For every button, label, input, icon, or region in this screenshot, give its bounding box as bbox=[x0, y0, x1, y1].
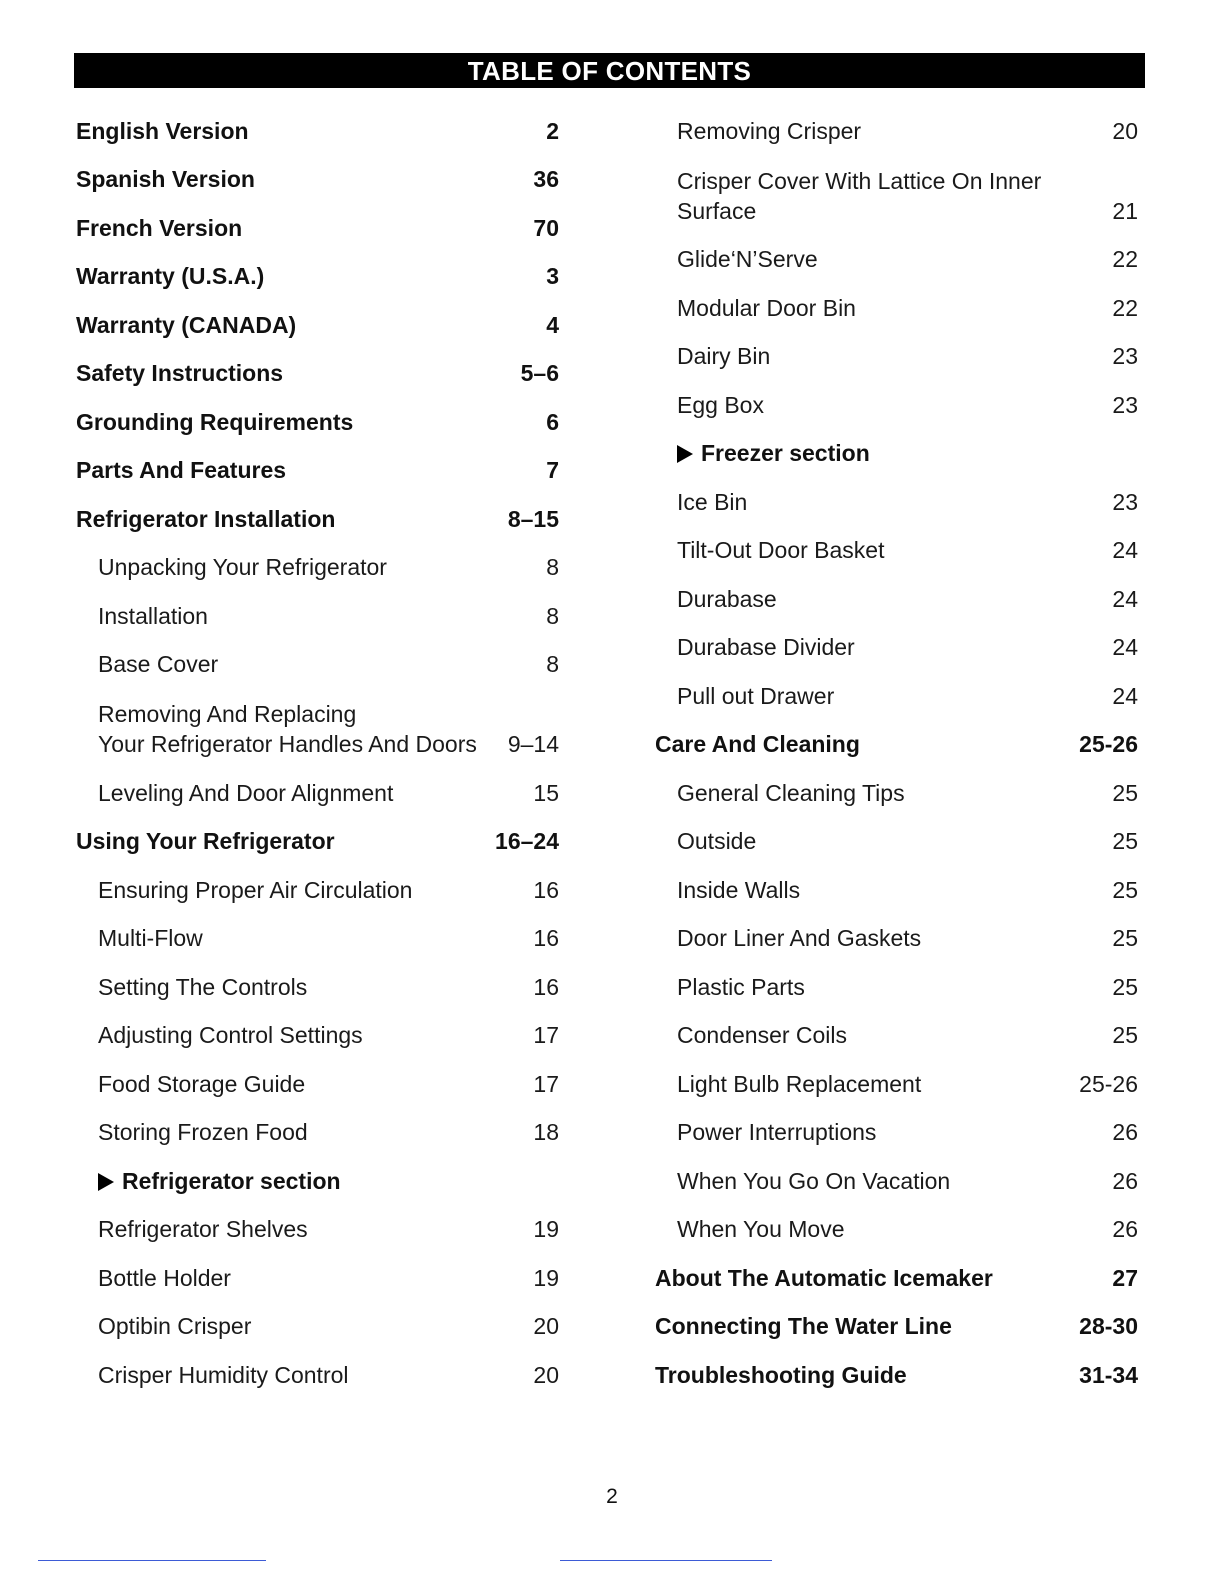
toc-entry[interactable] bbox=[76, 1244, 559, 1293]
toc-entry-text: Leveling And Door Alignment bbox=[98, 779, 394, 806]
toc-entry[interactable] bbox=[655, 565, 1138, 614]
toc-entry-page: 23 bbox=[1112, 343, 1138, 369]
toc-entry-text: Refrigerator Shelves bbox=[98, 1216, 308, 1242]
toc-entry[interactable] bbox=[76, 759, 559, 808]
toc-entry-text: Safety Instructions bbox=[76, 360, 284, 386]
toc-entry-page: 25 bbox=[1112, 876, 1138, 903]
toc-entry-page: 20 bbox=[533, 1361, 559, 1388]
toc-entry-title bbox=[655, 535, 1112, 565]
toc-entry-text: Troubleshooting Guide bbox=[655, 1361, 907, 1388]
toc-entry-text: Outside bbox=[677, 828, 757, 854]
toc-entry-page: 5–6 bbox=[520, 360, 559, 386]
toc-entry-title bbox=[655, 244, 1112, 274]
toc-entry[interactable] bbox=[655, 274, 1138, 323]
toc-entry-page: 16 bbox=[533, 925, 559, 951]
toc-entry-title bbox=[76, 649, 546, 679]
toc-entry-title bbox=[76, 261, 546, 291]
toc-entry-page: 25 bbox=[1112, 973, 1138, 1000]
toc-entry-title bbox=[655, 875, 1112, 905]
toc-entry-title bbox=[655, 584, 1112, 614]
toc-entry-page: 17 bbox=[533, 1070, 559, 1097]
toc-entry-text-line2: Your Refrigerator Handles And Doors bbox=[98, 731, 477, 757]
toc-entry[interactable] bbox=[655, 1002, 1138, 1051]
toc-entry-title bbox=[76, 455, 546, 485]
toc-entry-page: 24 bbox=[1112, 682, 1138, 709]
toc-entry-page: 26 bbox=[1112, 1216, 1138, 1242]
toc-entry-text: Ice Bin bbox=[677, 488, 748, 515]
toc-left-column bbox=[76, 97, 559, 1390]
toc-entry[interactable] bbox=[76, 1293, 559, 1342]
toc-entry-title bbox=[655, 116, 1112, 146]
toc-entry[interactable] bbox=[76, 905, 559, 954]
toc-entry-text: About The Automatic Icemaker bbox=[655, 1264, 993, 1291]
toc-entry-text: Spanish Version bbox=[76, 166, 255, 192]
toc-entry-text: Setting The Controls bbox=[98, 973, 308, 1000]
toc-entry-page: 24 bbox=[1112, 634, 1138, 660]
toc-entry[interactable] bbox=[655, 468, 1138, 517]
toc-entry-text: Crisper Humidity Control bbox=[98, 1361, 349, 1388]
toc-entry-page: 8–15 bbox=[507, 505, 559, 532]
toc-entry-page: 25 bbox=[1112, 1022, 1138, 1048]
toc-entry[interactable] bbox=[655, 662, 1138, 711]
toc-entry-page: 25 bbox=[1112, 925, 1138, 951]
toc-entry-title bbox=[655, 681, 1112, 711]
toc-entry-text: Egg Box bbox=[677, 391, 764, 418]
toc-entry-page: 7 bbox=[546, 457, 559, 483]
toc-entry-text: Freezer section bbox=[701, 440, 870, 466]
toc-entry-page: 9–14 bbox=[507, 731, 559, 757]
toc-entry[interactable] bbox=[76, 146, 559, 195]
triangle-bullet-icon bbox=[98, 1173, 114, 1191]
toc-entry-title bbox=[76, 552, 546, 582]
toc-entry-title bbox=[76, 358, 521, 388]
toc-entry-title bbox=[76, 826, 495, 856]
toc-entry-title bbox=[76, 923, 533, 953]
toc-entry-text: Tilt-Out Door Basket bbox=[677, 537, 885, 563]
toc-entry-title bbox=[655, 1117, 1112, 1147]
toc-entry-text-line2: Surface bbox=[677, 197, 757, 224]
toc-entry-title bbox=[655, 778, 1112, 808]
toc-entry-text: Care And Cleaning bbox=[655, 731, 860, 757]
toc-entry[interactable] bbox=[655, 759, 1138, 808]
toc-entry-title bbox=[76, 164, 533, 194]
toc-entry-page: 25 bbox=[1112, 779, 1138, 806]
toc-entry[interactable] bbox=[76, 856, 559, 905]
toc-entry-title bbox=[655, 341, 1112, 371]
toc-entry[interactable] bbox=[76, 340, 559, 389]
toc-entry-page: 24 bbox=[1112, 585, 1138, 612]
triangle-bullet-icon bbox=[677, 445, 693, 463]
toc-entry-text: Removing Crisper bbox=[677, 117, 862, 144]
toc-entry-title bbox=[76, 778, 533, 808]
toc-entry[interactable] bbox=[655, 1341, 1138, 1390]
toc-entry-text: Durabase Divider bbox=[677, 634, 855, 660]
toc-entry-page: 19 bbox=[533, 1216, 559, 1242]
toc-entry-title bbox=[655, 1360, 1079, 1390]
toc-entry-text: Power Interruptions bbox=[677, 1119, 877, 1145]
toc-entry-page: 28-30 bbox=[1079, 1313, 1138, 1339]
toc-entry[interactable] bbox=[76, 1002, 559, 1051]
toc-entry-page: 20 bbox=[1112, 117, 1138, 144]
toc-entry[interactable] bbox=[655, 226, 1138, 275]
toc-entry-text: Door Liner And Gaskets bbox=[677, 925, 922, 951]
toc-entry-page: 23 bbox=[1112, 488, 1138, 515]
toc-entry[interactable] bbox=[76, 582, 559, 631]
toc-entry[interactable] bbox=[655, 1196, 1138, 1245]
toc-entry-title bbox=[655, 729, 1079, 759]
toc-entry[interactable] bbox=[76, 631, 559, 680]
toc-entry-text: Bottle Holder bbox=[98, 1264, 231, 1291]
toc-entry-title bbox=[76, 213, 533, 243]
toc-entry-page: 3 bbox=[546, 263, 559, 289]
footer-rule-left bbox=[38, 1560, 266, 1561]
toc-entry-title bbox=[76, 1360, 533, 1390]
toc-entry-page: 15 bbox=[533, 779, 559, 806]
toc-entry[interactable] bbox=[655, 711, 1138, 760]
toc-entry[interactable] bbox=[655, 371, 1138, 420]
toc-entry-text: Refrigerator section bbox=[122, 1167, 341, 1194]
toc-entry-page: 17 bbox=[533, 1022, 559, 1048]
toc-entry-text: Dairy Bin bbox=[677, 343, 771, 369]
toc-entry-page: 26 bbox=[1112, 1119, 1138, 1145]
toc-entry-title bbox=[655, 1311, 1079, 1341]
toc-entry-page: 22 bbox=[1112, 246, 1138, 272]
toc-entry-title bbox=[76, 1214, 533, 1244]
toc-title: TABLE OF CONTENTS bbox=[74, 53, 1145, 88]
toc-entry-page: 8 bbox=[546, 651, 559, 677]
toc-entry[interactable] bbox=[655, 808, 1138, 857]
toc-entry-text: Adjusting Control Settings bbox=[98, 1022, 363, 1048]
toc-entry[interactable] bbox=[655, 614, 1138, 663]
toc-entry-text: Unpacking Your Refrigerator bbox=[98, 554, 387, 580]
toc-entry[interactable] bbox=[76, 1341, 559, 1390]
toc-entry-title bbox=[655, 632, 1112, 662]
page-number: 2 bbox=[606, 1485, 618, 1508]
toc-entry-title bbox=[655, 293, 1112, 323]
toc-entry-page: 70 bbox=[533, 214, 559, 241]
toc-entry-title bbox=[76, 1020, 533, 1050]
toc-entry-text: Modular Door Bin bbox=[677, 294, 856, 321]
toc-entry-title bbox=[655, 438, 1138, 468]
toc-entry-text: French Version bbox=[76, 214, 243, 241]
toc-entry[interactable] bbox=[655, 856, 1138, 905]
toc-entry-title bbox=[76, 972, 533, 1002]
toc-entry-text: Base Cover bbox=[98, 651, 219, 677]
toc-entry-page: 20 bbox=[533, 1313, 559, 1339]
toc-entry[interactable] bbox=[76, 97, 559, 146]
toc-entry-text: Using Your Refrigerator bbox=[76, 828, 335, 854]
toc-entry[interactable] bbox=[76, 291, 559, 340]
toc-entry-page: 26 bbox=[1112, 1167, 1138, 1194]
toc-entry-text: Food Storage Guide bbox=[98, 1070, 306, 1097]
toc-entry-text: Warranty (U.S.A.) bbox=[76, 263, 265, 289]
toc-entry-text: Refrigerator Installation bbox=[76, 505, 336, 532]
toc-entry-text: Multi-Flow bbox=[98, 925, 203, 951]
toc-entry[interactable] bbox=[76, 1050, 559, 1099]
toc-entry-title bbox=[655, 1020, 1112, 1050]
toc-entry-title bbox=[76, 1311, 533, 1341]
toc-entry-text: Pull out Drawer bbox=[677, 682, 835, 709]
toc-entry[interactable] bbox=[655, 953, 1138, 1002]
toc-entry-title bbox=[76, 1263, 533, 1293]
toc-entry[interactable] bbox=[76, 953, 559, 1002]
toc-entry-text: Plastic Parts bbox=[677, 973, 805, 1000]
toc-entry[interactable] bbox=[655, 517, 1138, 566]
toc-entry[interactable] bbox=[76, 388, 559, 437]
toc-entry-title bbox=[655, 1166, 1112, 1196]
toc-entry[interactable] bbox=[76, 808, 559, 857]
toc-entry-text: Warranty (CANADA) bbox=[76, 311, 297, 338]
toc-entry[interactable] bbox=[76, 485, 559, 534]
toc-entry-title bbox=[76, 310, 546, 340]
toc-entry-page: 6 bbox=[546, 408, 559, 435]
toc-entry-text: English Version bbox=[76, 117, 249, 144]
toc-entry[interactable] bbox=[76, 534, 559, 583]
toc-entry[interactable] bbox=[76, 1196, 559, 1245]
toc-entry-title bbox=[76, 601, 546, 631]
toc-entry-page: 23 bbox=[1112, 391, 1138, 418]
toc-entry-page: 8 bbox=[546, 554, 559, 580]
toc-entry-page: 16 bbox=[533, 973, 559, 1000]
toc-entry-text: Inside Walls bbox=[677, 876, 801, 903]
toc-entry-page: 36 bbox=[533, 166, 559, 192]
toc-entry-title bbox=[76, 1117, 533, 1147]
toc-entry-page: 27 bbox=[1112, 1264, 1138, 1291]
toc-entry-page: 31-34 bbox=[1079, 1361, 1138, 1388]
toc-entry[interactable] bbox=[76, 243, 559, 292]
toc-entry-text: Installation bbox=[98, 602, 208, 629]
toc-entry[interactable] bbox=[655, 146, 1138, 226]
toc-entry-page: 2 bbox=[546, 117, 559, 144]
toc-entry-text: Storing Frozen Food bbox=[98, 1119, 308, 1145]
toc-entry-title bbox=[76, 116, 546, 146]
toc-entry-title bbox=[76, 875, 533, 905]
toc-entry-title bbox=[76, 1166, 559, 1196]
toc-entry-page: 22 bbox=[1112, 294, 1138, 321]
toc-entry[interactable] bbox=[76, 1099, 559, 1148]
toc-entry[interactable] bbox=[76, 437, 559, 486]
toc-entry[interactable] bbox=[655, 1050, 1138, 1099]
toc-entry-page: 21 bbox=[1112, 197, 1138, 224]
toc-entry-title bbox=[655, 487, 1112, 517]
toc-entry-text: Connecting The Water Line bbox=[655, 1313, 952, 1339]
toc-entry-text: Grounding Requirements bbox=[76, 408, 354, 435]
toc-entry-title bbox=[655, 1263, 1112, 1293]
toc-entry-text: Light Bulb Replacement bbox=[677, 1070, 922, 1097]
toc-entry-page: 16 bbox=[533, 876, 559, 903]
toc-entry[interactable] bbox=[76, 1147, 559, 1196]
toc-entry-page: 19 bbox=[533, 1264, 559, 1291]
toc-entry-title bbox=[655, 1214, 1112, 1244]
toc-entry-title bbox=[655, 923, 1112, 953]
toc-entry-page: 25-26 bbox=[1079, 731, 1138, 757]
toc-entry-title bbox=[76, 1069, 533, 1099]
toc-entry-text: When You Move bbox=[677, 1216, 845, 1242]
toc-entry-text: Removing And Replacing bbox=[98, 701, 357, 727]
toc-entry-title bbox=[76, 504, 508, 534]
toc-entry-page: 25-26 bbox=[1079, 1070, 1138, 1097]
toc-entry-title bbox=[655, 826, 1112, 856]
toc-entry-page: 25 bbox=[1112, 828, 1138, 854]
toc-entry-text: Glide‘N’Serve bbox=[677, 246, 818, 272]
toc-entry-text: Ensuring Proper Air Circulation bbox=[98, 876, 413, 903]
footer-rule-right bbox=[560, 1560, 772, 1561]
toc-entry[interactable] bbox=[76, 194, 559, 243]
toc-entry-page: 16–24 bbox=[495, 828, 559, 854]
toc-entry-title bbox=[76, 407, 546, 437]
toc-entry-text: Durabase bbox=[677, 585, 777, 612]
toc-entry-text: Crisper Cover With Lattice On Inner bbox=[677, 167, 1042, 194]
toc-entry-title bbox=[76, 699, 508, 759]
toc-entry[interactable] bbox=[655, 905, 1138, 954]
toc-entry[interactable] bbox=[655, 1293, 1138, 1342]
toc-entry[interactable] bbox=[76, 679, 559, 759]
toc-entry-page: 8 bbox=[546, 602, 559, 629]
toc-entry[interactable] bbox=[655, 1244, 1138, 1293]
toc-entry[interactable] bbox=[655, 420, 1138, 469]
toc-entry-text: Optibin Crisper bbox=[98, 1313, 252, 1339]
toc-entry-title bbox=[655, 390, 1112, 420]
toc-entry-text: Parts And Features bbox=[76, 457, 287, 483]
toc-entry[interactable] bbox=[655, 97, 1138, 146]
toc-entry-text: Condenser Coils bbox=[677, 1022, 848, 1048]
toc-entry-page: 4 bbox=[546, 311, 559, 338]
toc-right-column bbox=[655, 97, 1138, 1390]
toc-entry[interactable] bbox=[655, 1099, 1138, 1148]
toc-entry-title bbox=[655, 166, 1112, 226]
toc-entry-text: General Cleaning Tips bbox=[677, 779, 905, 806]
toc-entry[interactable] bbox=[655, 323, 1138, 372]
toc-entry[interactable] bbox=[655, 1147, 1138, 1196]
toc-entry-text: When You Go On Vacation bbox=[677, 1167, 951, 1194]
toc-entry-page: 24 bbox=[1112, 537, 1138, 563]
toc-entry-title bbox=[655, 1069, 1079, 1099]
toc-entry-page: 18 bbox=[533, 1119, 559, 1145]
toc-entry-title bbox=[655, 972, 1112, 1002]
